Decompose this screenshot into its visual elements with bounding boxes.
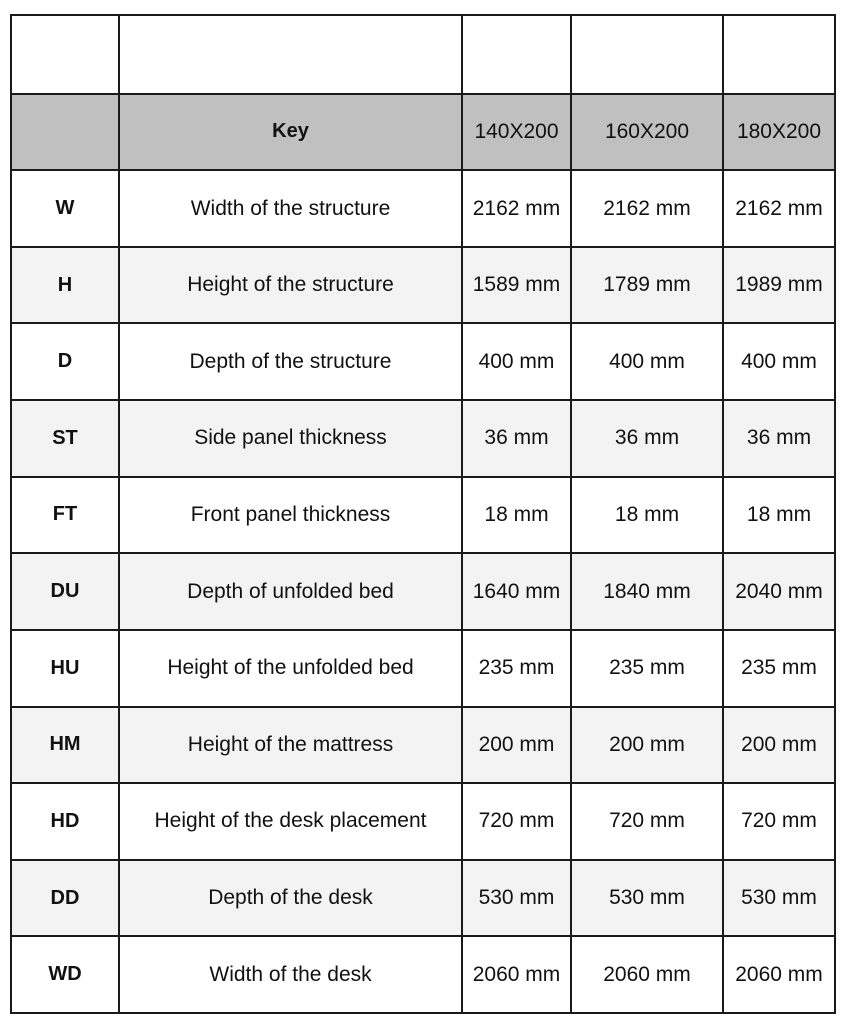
header-size-cell: 180X200 xyxy=(723,94,835,171)
row-label: Front panel thickness xyxy=(119,477,462,554)
table-row xyxy=(11,323,835,400)
row-value: 2060 mm xyxy=(723,936,835,1013)
table-row xyxy=(11,247,835,324)
row-label: Height of the structure xyxy=(119,247,462,324)
row-value: 530 mm xyxy=(462,860,571,937)
table-row xyxy=(11,553,835,630)
header-code-cell xyxy=(11,94,119,171)
row-code: HD xyxy=(11,783,119,860)
row-value: 36 mm xyxy=(723,400,835,477)
row-value: 1589 mm xyxy=(462,247,571,324)
row-value: 2162 mm xyxy=(723,170,835,247)
row-code: W xyxy=(11,170,119,247)
dimensions-table xyxy=(10,14,836,1014)
row-value: 400 mm xyxy=(462,323,571,400)
row-code: HU xyxy=(11,630,119,707)
row-code: DD xyxy=(11,860,119,937)
row-value: 200 mm xyxy=(723,707,835,784)
row-label: Width of the desk xyxy=(119,936,462,1013)
row-value: 400 mm xyxy=(571,323,723,400)
row-label: Depth of unfolded bed xyxy=(119,553,462,630)
row-value: 235 mm xyxy=(462,630,571,707)
row-value: 1640 mm xyxy=(462,553,571,630)
empty-cell xyxy=(571,15,723,94)
row-code: D xyxy=(11,323,119,400)
row-value: 530 mm xyxy=(723,860,835,937)
row-value: 36 mm xyxy=(462,400,571,477)
empty-cell xyxy=(723,15,835,94)
row-label: Height of the mattress xyxy=(119,707,462,784)
row-code: H xyxy=(11,247,119,324)
table-row xyxy=(11,630,835,707)
row-value: 18 mm xyxy=(571,477,723,554)
row-label: Depth of the desk xyxy=(119,860,462,937)
table-row xyxy=(11,783,835,860)
row-label: Height of the desk placement xyxy=(119,783,462,860)
empty-top-row xyxy=(11,15,835,94)
table-row xyxy=(11,170,835,247)
row-label: Depth of the structure xyxy=(119,323,462,400)
row-value: 36 mm xyxy=(571,400,723,477)
row-value: 1789 mm xyxy=(571,247,723,324)
row-value: 720 mm xyxy=(723,783,835,860)
row-value: 18 mm xyxy=(723,477,835,554)
row-value: 720 mm xyxy=(462,783,571,860)
row-value: 235 mm xyxy=(571,630,723,707)
row-value: 2162 mm xyxy=(462,170,571,247)
empty-cell xyxy=(11,15,119,94)
table-row xyxy=(11,936,835,1013)
table-header-row xyxy=(11,94,835,171)
row-code: DU xyxy=(11,553,119,630)
row-code: WD xyxy=(11,936,119,1013)
row-code: HM xyxy=(11,707,119,784)
row-value: 2060 mm xyxy=(462,936,571,1013)
row-value: 530 mm xyxy=(571,860,723,937)
row-value: 200 mm xyxy=(462,707,571,784)
row-code: ST xyxy=(11,400,119,477)
header-key-cell: Key xyxy=(119,94,462,171)
row-value: 2060 mm xyxy=(571,936,723,1013)
header-size-cell: 160X200 xyxy=(571,94,723,171)
row-value: 1840 mm xyxy=(571,553,723,630)
empty-cell xyxy=(119,15,462,94)
table-row xyxy=(11,400,835,477)
table-row xyxy=(11,707,835,784)
row-value: 18 mm xyxy=(462,477,571,554)
table-row xyxy=(11,477,835,554)
row-code: FT xyxy=(11,477,119,554)
row-value: 200 mm xyxy=(571,707,723,784)
row-label: Side panel thickness xyxy=(119,400,462,477)
row-label: Height of the unfolded bed xyxy=(119,630,462,707)
header-size-cell: 140X200 xyxy=(462,94,571,171)
row-value: 2040 mm xyxy=(723,553,835,630)
row-value: 2162 mm xyxy=(571,170,723,247)
row-value: 400 mm xyxy=(723,323,835,400)
row-label: Width of the structure xyxy=(119,170,462,247)
empty-cell xyxy=(462,15,571,94)
table-row xyxy=(11,860,835,937)
row-value: 720 mm xyxy=(571,783,723,860)
row-value: 1989 mm xyxy=(723,247,835,324)
row-value: 235 mm xyxy=(723,630,835,707)
